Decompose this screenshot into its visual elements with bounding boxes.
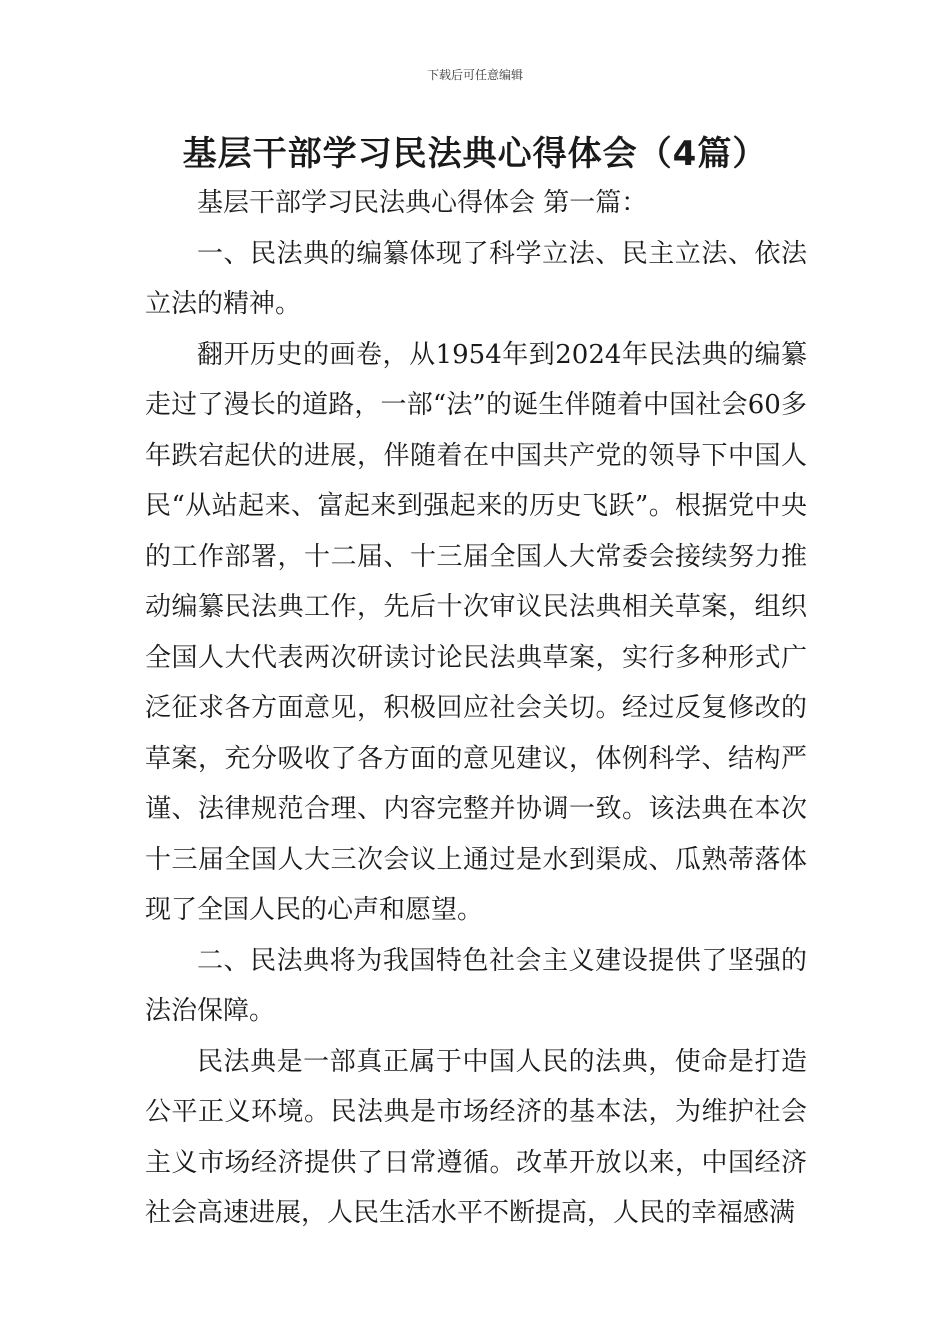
paragraph: 民法典是一部真正属于中国人民的法典，使命是打造公平正义环境。民法典是市场经济的基本法，为维护社会主义市场经济提供了日常遵循。改革开放以来，中国经济社会高速进展，人民生活水平不断提高，人民的幸福感满: [145, 1046, 807, 1228]
paragraph-heading-1: 一、民法典的编纂体现了科学立法、民主立法、依法立法的精神。: [145, 238, 807, 319]
paragraph: 翻开历史的画卷，从1954年到2024年民法典的编纂走过了漫长的道路，一部“法”的诞生伴随着中国社会60多年跌宕起伏的进展，伴随着在中国共产党的领导下中国人民“从站起来、富起来到强起来的历史飞跃”。根据党中央的工作部署，十二届、十三届全国人大常委会接续努力推动编纂民法典工作，先后十次审议民法典相关草案，组织全国人大代表两次研读讨论民法典草案，实行多种形式广泛征求各方面意见，积极回应社会关切。经过反复修改的草案，充分吸收了各方面的意见建议，体例科学、结构严谨、法律规范合理、内容完整并协调一致。该法典在本次十三届全国人大三次会议上通过是水到渠成、瓜熟蒂落体现了全国人民的心声和愿望。: [145, 339, 807, 925]
header-note: 下载后可任意编辑: [426, 68, 523, 82]
paragraph-heading-2: 二、民法典将为我国特色社会主义建设提供了坚强的法治保障。: [145, 945, 807, 1026]
document-body: [145, 178, 807, 1239]
document-title: 基层干部学习民法典心得体会（4篇）: [182, 134, 768, 174]
section-intro: 基层干部学习民法典心得体会 第一篇：: [197, 188, 648, 218]
